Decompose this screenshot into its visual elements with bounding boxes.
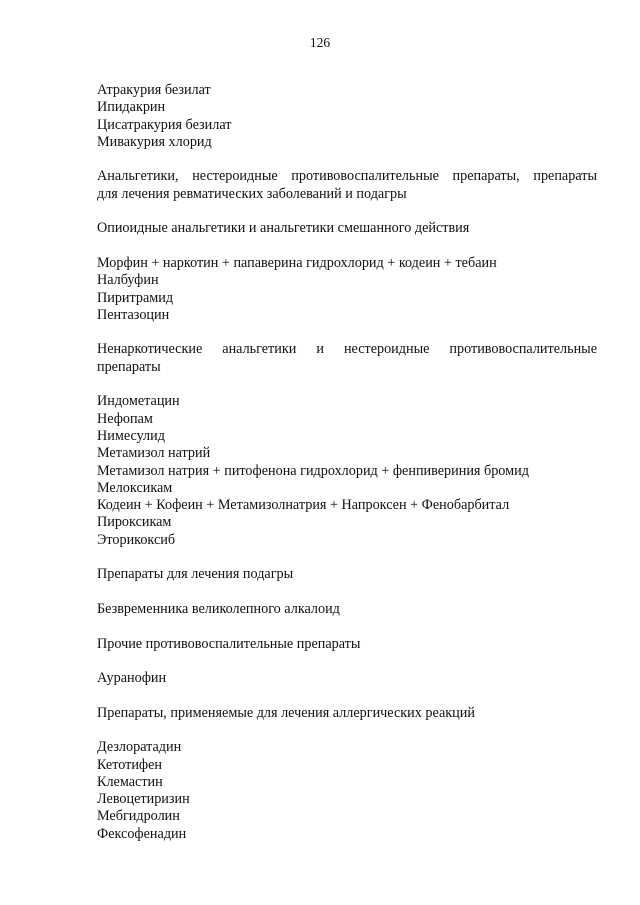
spacer [97, 324, 597, 341]
spacer [97, 549, 597, 566]
list-item: Налбуфин [97, 272, 159, 289]
section-heading-opioids: Опиоидные анальгетики и анальгетики смешанного действия [97, 220, 470, 237]
spacer [97, 584, 597, 601]
list-item: Метамизол натрия + питофенона гидрохлорид + фенпивериния бромид [97, 462, 529, 479]
list-item: Цисатракурия безилат [97, 116, 232, 133]
page-number: 126 [309, 35, 331, 50]
document-body [97, 82, 597, 843]
list-item: Мебгидролин [97, 808, 180, 825]
section-heading-other-antiinflammatory: Прочие противовоспалительные препараты [97, 635, 361, 652]
spacer [97, 151, 597, 168]
spacer [97, 687, 597, 704]
list-item: Нефопам [97, 410, 153, 427]
list-item: Ауранофин [97, 670, 167, 687]
heading-line: препараты [97, 358, 161, 375]
section-heading-allergy: Препараты, применяемые для лечения аллергических реакций [97, 704, 475, 721]
list-item: Кодеин + Кофеин + Метамизолнатрия + Напроксен + Фенобарбитал [97, 497, 510, 514]
list-item: Мелоксикам [97, 479, 173, 496]
list-item: Пентазоцин [97, 306, 170, 323]
list-item: Морфин + наркотин + папаверина гидрохлорид + кодеин + тебаин [97, 254, 497, 271]
section-heading-colchicum: Безвременника великолепного алкалоид [97, 600, 340, 617]
list-item: Фексофенадин [97, 825, 187, 842]
list-item: Метамизол натрий [97, 445, 211, 462]
list-item: Мивакурия хлорид [97, 133, 212, 150]
nonnarcotic-list [97, 393, 597, 549]
spacer [97, 238, 597, 255]
list-item: Пироксикам [97, 514, 172, 531]
section-heading-nsaids [97, 168, 597, 203]
list-item: Нимесулид [97, 427, 165, 444]
heading-line: Анальгетики, нестероидные противовоспалительные препараты, препараты [97, 168, 597, 185]
list-item: Индометацин [97, 393, 180, 410]
spacer [97, 722, 597, 739]
list-item: Эторикоксиб [97, 531, 176, 548]
spacer [97, 203, 597, 220]
list-item: Пиритрамид [97, 289, 174, 306]
list-item: Дезлоратадин [97, 739, 182, 756]
spacer [97, 376, 597, 393]
heading-line: для лечения ревматических заболеваний и подагры [97, 185, 407, 202]
list-item: Атракурия безилат [97, 82, 211, 98]
opioids-list [97, 255, 597, 324]
spacer [97, 618, 597, 635]
muscle-relaxants-list [97, 82, 597, 151]
spacer [97, 653, 597, 670]
heading-line: Ненаркотические анальгетики и нестероидные противовоспалительные [97, 341, 597, 358]
other-antiinflammatory-list [97, 670, 597, 687]
list-item: Клемастин [97, 773, 163, 790]
list-item: Кетотифен [97, 756, 163, 773]
list-item: Левоцетиризин [97, 791, 190, 808]
list-item: Ипидакрин [97, 99, 166, 116]
section-heading-nonnarcotic [97, 341, 597, 376]
allergy-list [97, 739, 597, 843]
section-heading-gout: Препараты для лечения подагры [97, 566, 294, 583]
